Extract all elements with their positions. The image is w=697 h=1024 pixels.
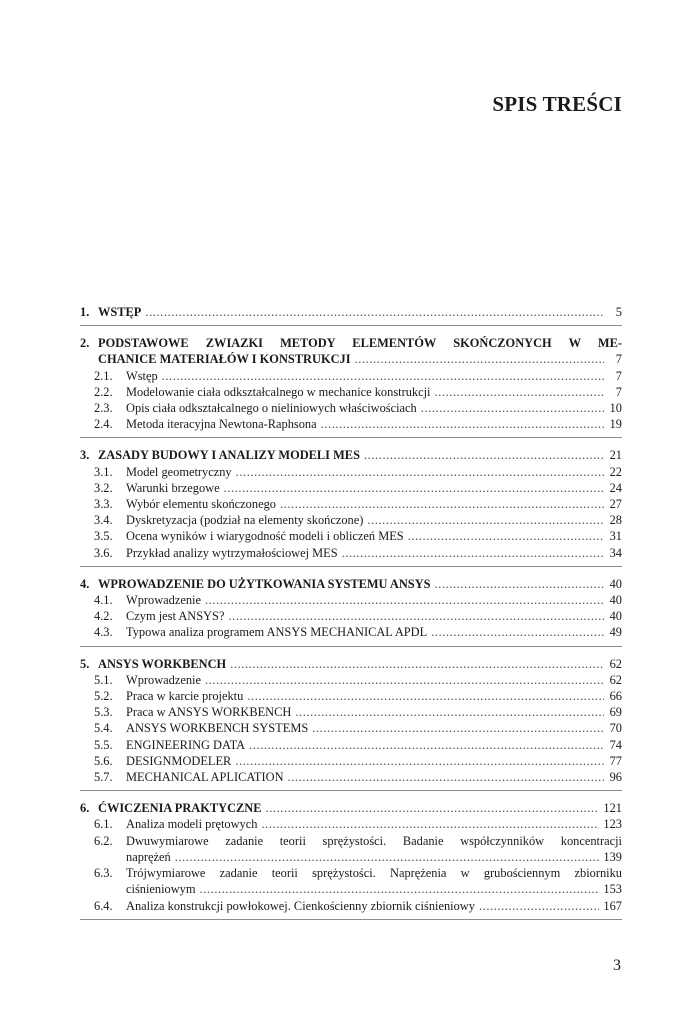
entry-page: 121	[603, 801, 622, 816]
section-entry	[80, 672, 622, 688]
section-entry	[80, 496, 622, 512]
entry-number: 2.	[80, 336, 90, 351]
entry-page: 19	[609, 417, 622, 432]
dot-leader	[288, 769, 604, 785]
dot-leader	[175, 849, 600, 865]
entry-title: PODSTAWOWE ZWIAZKI METODY ELEMENTÓW SKOŃCZONYCH W ME-	[98, 336, 622, 351]
entry-page: 62	[609, 656, 622, 671]
entry-title: DESIGNMODELER	[126, 753, 232, 768]
dot-leader	[295, 704, 604, 720]
entry-title: WSTĘP	[98, 305, 142, 319]
entry-number: 3.	[80, 448, 90, 463]
entry-title: ANSYS WORKBENCH	[98, 656, 227, 671]
chapter-entry-continued	[80, 351, 622, 367]
entry-title: Wstęp	[126, 368, 158, 383]
entry-title: ANSYS WORKBENCH SYSTEMS	[126, 721, 309, 736]
section-entry	[80, 416, 622, 432]
entry-page: 28	[609, 513, 622, 528]
section-entry	[80, 769, 622, 785]
section-entry	[80, 753, 622, 769]
entry-number: 3.1.	[94, 464, 113, 479]
dot-leader	[435, 384, 605, 400]
entry-title: Typowa analiza programem ANSYS MECHANICAL APDL	[126, 625, 428, 640]
entry-number: 3.6.	[94, 545, 113, 560]
entry-title: Wprowadzenie	[126, 593, 201, 608]
entry-page: 22	[609, 464, 622, 479]
entry-title: Dwuwymiarowe zadanie teorii sprężystości. Badanie współczynników koncentracji	[126, 833, 622, 848]
section-entry	[80, 464, 622, 480]
entry-page: 49	[609, 625, 622, 640]
entry-number: 5.3.	[94, 705, 113, 720]
entry-title: Analiza konstrukcji powłokowej. Cienkościenny zbiornik ciśnieniowy	[126, 898, 475, 913]
section-entry	[80, 545, 622, 561]
dot-leader	[266, 800, 600, 816]
entry-page: 70	[609, 721, 622, 736]
entry-title: naprężeń	[126, 849, 171, 864]
chapter-entry	[80, 447, 622, 463]
dot-leader	[145, 304, 604, 320]
section-entry	[80, 400, 622, 416]
entry-number: 4.3.	[94, 625, 113, 640]
entry-number: 3.5.	[94, 529, 113, 544]
entry-page: 66	[609, 689, 622, 704]
entry-number: 2.4.	[94, 417, 113, 432]
dot-leader	[224, 480, 604, 496]
dot-leader	[228, 608, 604, 624]
dot-leader	[280, 496, 604, 512]
entry-page: 27	[609, 497, 622, 512]
entry-number: 5.2.	[94, 689, 113, 704]
entry-title: Praca w ANSYS WORKBENCH	[126, 705, 292, 720]
entry-title: WPROWADZENIE DO UŻYTKOWANIA SYSTEMU ANSYS	[98, 576, 431, 591]
entry-page: 21	[609, 448, 622, 463]
page-title: SPIS TREŚCI	[492, 92, 622, 116]
entry-page: 62	[609, 672, 622, 687]
entry-number: 5.1.	[94, 672, 113, 687]
toc-chapter	[80, 335, 622, 438]
section-entry	[80, 608, 622, 624]
chapter-entry	[80, 576, 622, 592]
dot-leader	[247, 688, 604, 704]
entry-number: 4.1.	[94, 593, 113, 608]
section-entry	[80, 592, 622, 608]
entry-number: 4.	[80, 576, 90, 591]
section-entry-continued	[80, 849, 622, 865]
entry-title: Wybór elementu skończonego	[126, 497, 276, 512]
dot-leader	[342, 545, 604, 561]
entry-title: Dyskretyzacja (podział na elementy skończone)	[126, 513, 364, 528]
entry-title: Opis ciała odkształcalnego o nieliniowych właściwościach	[126, 401, 417, 416]
entry-number: 2.2.	[94, 384, 113, 399]
section-entry	[80, 720, 622, 736]
entry-page: 74	[609, 737, 622, 752]
chapter-entry	[80, 335, 622, 351]
section-entry	[80, 384, 622, 400]
entry-number: 1.	[80, 305, 90, 319]
dot-leader	[321, 416, 604, 432]
dot-leader	[249, 737, 604, 753]
entry-page: 123	[603, 817, 622, 832]
section-entry	[80, 737, 622, 753]
dot-leader	[162, 368, 604, 384]
entry-page: 7	[615, 368, 622, 383]
entry-page: 40	[609, 576, 622, 591]
entry-title: Warunki brzegowe	[126, 480, 220, 495]
entry-title: Praca w karcie projektu	[126, 689, 244, 704]
dot-leader	[367, 512, 604, 528]
entry-number: 6.1.	[94, 817, 113, 832]
page-number: 3	[613, 957, 621, 974]
dot-leader	[261, 816, 599, 832]
toc-chapter	[80, 800, 622, 919]
entry-title: Trójwymiarowe zadanie teorii sprężystości. Naprężenia w grubościennym zbiorniku	[126, 866, 622, 881]
dot-leader	[479, 898, 599, 914]
entry-number: 5.	[80, 656, 90, 671]
dot-leader	[205, 592, 604, 608]
entry-page: 153	[603, 882, 622, 897]
entry-title: Model geometryczny	[126, 464, 232, 479]
dot-leader	[205, 672, 604, 688]
entry-page: 167	[603, 898, 622, 913]
entry-page: 69	[609, 705, 622, 720]
entry-page: 31	[609, 529, 622, 544]
section-entry	[80, 833, 622, 849]
section-entry-continued	[80, 881, 622, 897]
entry-number: 5.4.	[94, 721, 113, 736]
entry-number: 5.6.	[94, 753, 113, 768]
toc-chapter	[80, 656, 622, 792]
dot-leader	[431, 624, 604, 640]
entry-number: 3.3.	[94, 497, 113, 512]
entry-number: 6.	[80, 801, 90, 816]
entry-title: Analiza modeli prętowych	[126, 817, 258, 832]
entry-title: Wprowadzenie	[126, 672, 201, 687]
entry-title: ENGINEERING DATA	[126, 737, 246, 752]
entry-number: 5.7.	[94, 770, 113, 785]
section-entry	[80, 688, 622, 704]
section-entry	[80, 704, 622, 720]
entry-title: CHANICE MATERIAŁÓW I KONSTRUKCJI	[98, 352, 351, 367]
toc-chapter	[80, 447, 622, 566]
entry-page: 7	[615, 384, 622, 399]
dot-leader	[355, 351, 604, 367]
section-entry	[80, 624, 622, 640]
entry-page: 40	[609, 593, 622, 608]
entry-title: Metoda iteracyjna Newtona-Raphsona	[126, 417, 317, 432]
entry-number: 4.2.	[94, 609, 113, 624]
dot-leader	[235, 753, 604, 769]
section-entry	[80, 512, 622, 528]
entry-title: MECHANICAL APLICATION	[126, 770, 284, 785]
entry-number: 2.1.	[94, 368, 113, 383]
section-entry	[80, 368, 622, 384]
chapter-entry	[80, 656, 622, 672]
dot-leader	[230, 656, 604, 672]
entry-number: 5.5.	[94, 737, 113, 752]
entry-title: ZASADY BUDOWY I ANALIZY MODELI MES	[98, 448, 360, 463]
dot-leader	[200, 881, 600, 897]
section-entry	[80, 816, 622, 832]
entry-page: 40	[609, 609, 622, 624]
toc-chapter	[80, 576, 622, 647]
entry-page: 24	[609, 480, 622, 495]
entry-number: 6.2.	[94, 833, 113, 848]
section-entry	[80, 528, 622, 544]
chapter-entry	[80, 304, 622, 320]
entry-title: ĆWICZENIA PRAKTYCZNE	[98, 801, 262, 816]
dot-leader	[435, 576, 604, 592]
entry-title: Czym jest ANSYS?	[126, 609, 225, 624]
entry-page: 96	[609, 770, 622, 785]
dot-leader	[408, 528, 604, 544]
section-entry	[80, 480, 622, 496]
dot-leader	[312, 720, 604, 736]
entry-number: 2.3.	[94, 401, 113, 416]
entry-page: 10	[609, 401, 622, 416]
entry-number: 3.2.	[94, 480, 113, 495]
entry-page: 34	[609, 545, 622, 560]
toc-chapter	[80, 304, 622, 326]
entry-page: 7	[615, 352, 622, 367]
entry-title: ciśnieniowym	[126, 882, 196, 897]
table-of-contents	[80, 304, 622, 929]
entry-number: 6.3.	[94, 866, 113, 881]
entry-page: 77	[609, 753, 622, 768]
dot-leader	[421, 400, 604, 416]
section-entry	[80, 898, 622, 914]
entry-page: 5	[615, 305, 622, 319]
entry-page: 139	[603, 849, 622, 864]
entry-title: Przykład analizy wytrzymałościowej MES	[126, 545, 338, 560]
dot-leader	[364, 447, 604, 463]
section-entry	[80, 865, 622, 881]
dot-leader	[236, 464, 604, 480]
entry-title: Ocena wyników i wiarygodność modeli i obliczeń MES	[126, 529, 404, 544]
entry-title: Modelowanie ciała odkształcalnego w mechanice konstrukcji	[126, 384, 431, 399]
entry-number: 3.4.	[94, 513, 113, 528]
chapter-entry	[80, 800, 622, 816]
entry-number: 6.4.	[94, 898, 113, 913]
